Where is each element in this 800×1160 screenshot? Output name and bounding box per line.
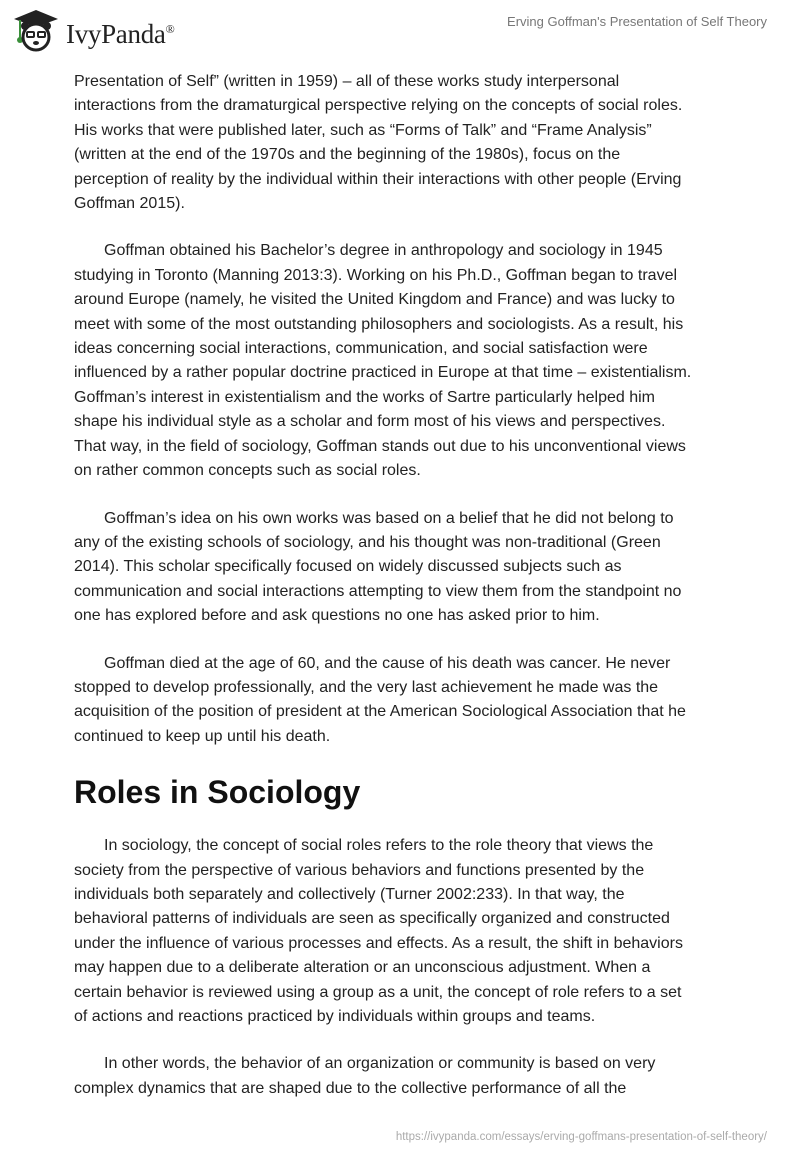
paragraph-line: Goffman obtained his Bachelor’s degree in anthropology and sociology in 1945 bbox=[104, 242, 663, 260]
paragraph bbox=[74, 507, 754, 629]
paragraph-line: Goffman 2015). bbox=[74, 195, 185, 213]
paragraph-line: ideas concerning social interactions, communication, and social satisfaction were bbox=[74, 340, 648, 358]
paragraph-line: individuals both separately and collectively (Turner 2002:233). In that way, the bbox=[74, 885, 625, 903]
paragraph-line: In sociology, the concept of social roles refers to the role theory that views the bbox=[104, 837, 654, 855]
paragraph-line: acquisition of the position of president at the American Sociological Association that he bbox=[74, 703, 686, 721]
paragraph-line: His works that were published later, such as “Forms of Talk” and “Frame Analysis” bbox=[74, 121, 652, 139]
ivypanda-logo[interactable] bbox=[12, 8, 174, 52]
paragraph-line: of actions and reactions practiced by individuals within groups and teams. bbox=[74, 1008, 596, 1025]
paragraph-line: 2014). This scholar specifically focused on widely discussed subjects such as bbox=[74, 558, 622, 576]
panda-graduate-icon bbox=[12, 8, 60, 52]
paragraph bbox=[74, 70, 754, 216]
paragraph-line: That way, in the field of sociology, Goffman stands out due to his unconventional views bbox=[74, 437, 686, 455]
paragraph-line: meet with some of the most outstanding philosophers and sociologists. As a result, his bbox=[74, 315, 684, 333]
paragraph-line: certain behavior is reviewed using a group as a unit, the concept of role refers to a set bbox=[74, 983, 682, 1001]
paragraph-line: on rather common concepts such as social roles. bbox=[74, 462, 421, 480]
paragraph-line: under the influence of various processes and effects. As a result, the shift in behaviors bbox=[74, 934, 683, 952]
paragraph-line: one has explored before and ask questions no one has asked prior to him. bbox=[74, 607, 600, 625]
paragraph-line: around Europe (namely, he visited the United Kingdom and France) and was lucky to bbox=[74, 291, 675, 309]
article-body bbox=[74, 70, 754, 1124]
paragraph-line: stopped to develop professionally, and the very last achievement he made was the bbox=[74, 678, 659, 696]
section-heading: Roles in Sociology bbox=[74, 774, 361, 811]
paragraph bbox=[74, 1052, 754, 1101]
paragraph-line: In other words, the behavior of an organization or community is based on very bbox=[104, 1055, 656, 1073]
paragraph-line: any of the existing schools of sociology, and his thought was non-traditional (Green bbox=[74, 533, 661, 551]
paragraph-line: continued to keep up until his death. bbox=[74, 727, 331, 745]
paragraph-line: perception of reality by the individual within their interactions with other people (Erving bbox=[74, 170, 682, 188]
paragraph bbox=[74, 834, 754, 1029]
logo-text: IvyPanda® bbox=[66, 18, 175, 49]
paragraph-line: Goffman’s idea on his own works was based on a belief that he did not belong to bbox=[104, 509, 674, 527]
paragraph-line: shape his individual style as a scholar and form most of his views and perspectives. bbox=[74, 413, 666, 431]
paragraph-line: society from the perspective of various behaviors and functions presented by the bbox=[74, 861, 645, 879]
paragraph-line: Goffman’s interest in existentialism and the works of Sartre particularly helped him bbox=[74, 388, 656, 406]
paragraph-line: complex dynamics that are shaped due to the collective performance of all the bbox=[74, 1079, 627, 1097]
paragraph-line: influenced by a rather popular doctrine practiced in Europe at that time – existentialism. bbox=[74, 364, 692, 382]
paragraph-line: interactions from the dramaturgical perspective relying on the concepts of social roles. bbox=[74, 97, 683, 115]
paragraph-line: communication and social interactions attempting to view them from the standpoint no bbox=[74, 582, 682, 600]
paragraph-line: (written at the end of the 1970s and the beginning of the 1980s), focus on the bbox=[74, 146, 621, 164]
paragraph bbox=[74, 239, 754, 483]
document-title: Erving Goffman's Presentation of Self Theory bbox=[507, 14, 767, 29]
paragraph-line: behavioral patterns of individuals are seen as specifically organized and constructed bbox=[74, 910, 670, 928]
paragraph-line: may happen due to a deliberate alteration or an unconscious adjustment. When a bbox=[74, 959, 651, 977]
paragraph-line: studying in Toronto (Manning 2013:3). Working on his Ph.D., Goffman began to travel bbox=[74, 266, 678, 284]
paragraph-line: Presentation of Self” (written in 1959) – all of these works study interpersonal bbox=[74, 73, 620, 90]
paragraph-line: Goffman died at the age of 60, and the cause of his death was cancer. He never bbox=[104, 654, 671, 672]
source-url[interactable]: https://ivypanda.com/essays/erving-goffmans-presentation-of-self-theory/ bbox=[395, 1131, 767, 1143]
paragraph bbox=[74, 652, 754, 750]
